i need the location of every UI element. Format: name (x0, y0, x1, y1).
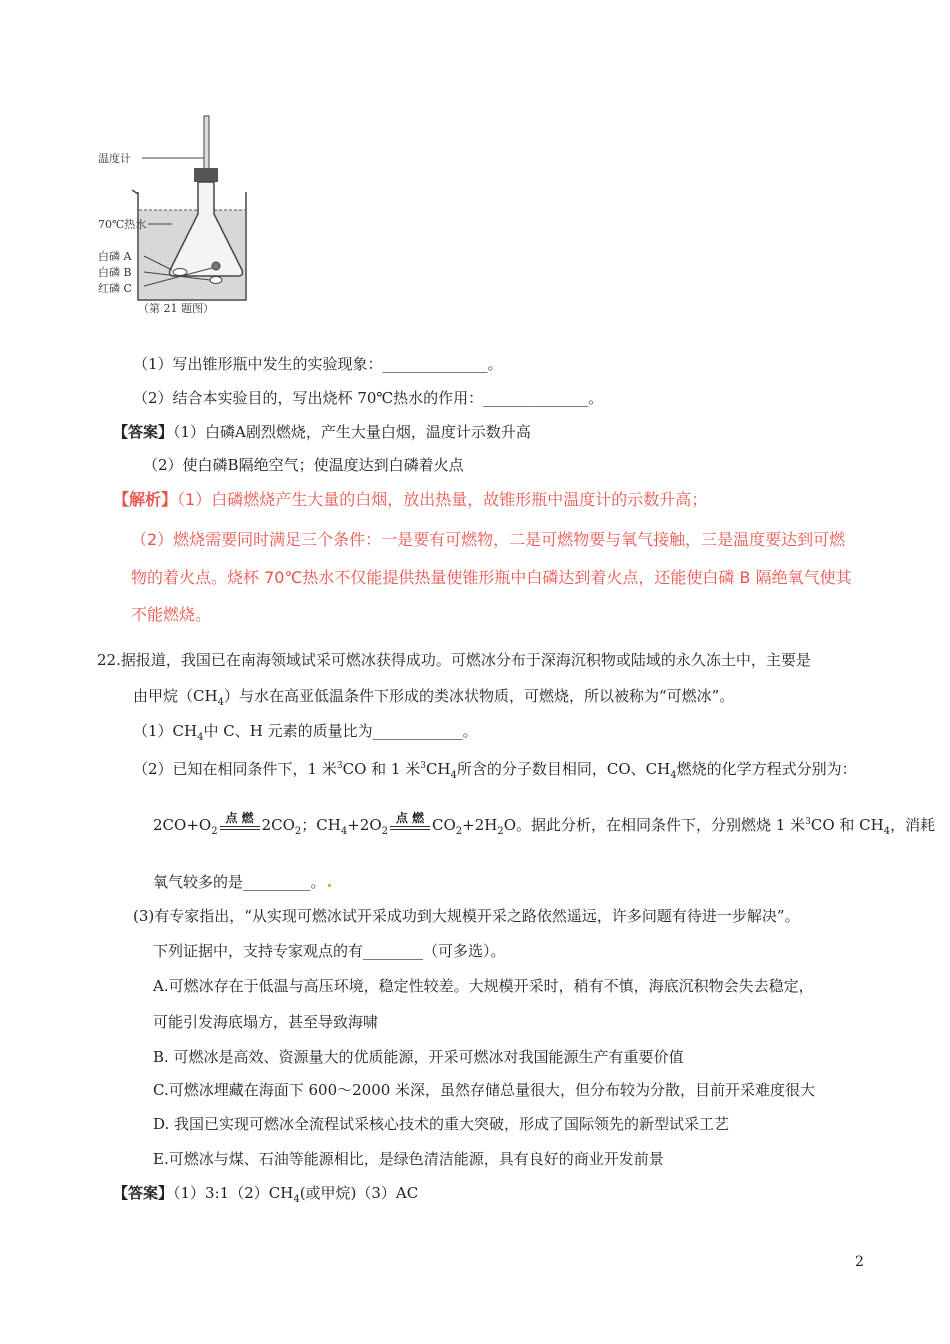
q21-analysis2-line2: 物的着火点。烧杯 70℃热水不仅能提供热量使锥形瓶中白磷达到着火点，还能使白磷 B 隔绝氧气使其 (131, 568, 852, 587)
ignition-condition-1: 点 燃 (218, 822, 262, 842)
q21-answer2: （2）使白磷B隔绝空气；使温度达到白磷着火点 (143, 456, 464, 474)
q22-intro-line2: 由甲烷$(CH_4)$与水在高亚低温条件下形成的类冰状物质，可燃烧，所以被称为“可燃冰”。 (133, 687, 735, 708)
q22-option-e: E.可燃冰与煤、石油等能源相比，是绿色清洁能源，具有良好的商业开发前景 (153, 1150, 664, 1168)
ignition-condition-2: 点 燃 (388, 822, 432, 842)
q22-intro-line1: 22.据报道，我国已在南海领域试采可燃冰获得成功。可燃冰分布于深海沉积物或陆域的永久冻土中，主要是 (97, 651, 811, 669)
q22-part2: （2）已知在相同条件下，1 米$^3$CO 和 1 米$^3CH_4$所含的分子数目相同，CO、$CH_4$燃烧的化学方程式分别为： (133, 760, 857, 781)
q22-option-c: C.可燃冰埋藏在海面下 600～2000 米深，虽然存储总量很大，但分布较为分散，目前开采难度很大 (153, 1081, 816, 1099)
white-phosphorus-b (210, 277, 222, 284)
q22-part3-line2: 下列证据中，支持专家观点的有________（可多选）。 (153, 942, 506, 960)
answer-label: 【答案】 (113, 423, 174, 441)
q22-equations: $2CO+O_2$ 点 燃 $2CO_2$；$CH_4+2O_2$ 点 燃 $CO_2+2H_2O$。据此分析，在相同条件下，分别燃烧 1 米$^3$CO 和 $CH_4$，消耗 (153, 812, 935, 842)
q21-analysis1 (113, 490, 707, 510)
q22-answer: 【答案】$(1)3:1(2)CH_4$(或甲烷)（3）AC (113, 1184, 419, 1205)
q22-option-a-line2: 可能引发海底塌方，甚至导致海啸 (153, 1013, 379, 1031)
q22-option-d: D. 我国已实现可燃冰全流程试采核心技术的重大突破，形成了国际领先的新型试采工艺 (153, 1115, 730, 1133)
label-thermometer: 温度计 (98, 152, 131, 165)
stopper (194, 168, 218, 182)
q21-answer1 (113, 422, 531, 442)
analysis-text-1: （1）白磷燃烧产生大量的白烟，放出热量，故锥形瓶中温度计的示数升高； (177, 490, 708, 509)
stray-dot (328, 884, 331, 887)
white-phosphorus-a (173, 269, 187, 276)
answer-label: 【答案】 (113, 1184, 174, 1202)
label-white-p-b: 白磷 B (98, 266, 132, 279)
q21-analysis2-line3: 不能燃烧。 (131, 605, 212, 624)
beaker-lip (132, 190, 138, 194)
q21-part1: （1）写出锥形瓶中发生的实验现象：______________。 (133, 355, 503, 373)
q22-part2-last: 氧气较多的是_________。 (153, 872, 331, 892)
q22-part3-line1: (3)有专家指出，“从实现可燃冰试开采成功到大规模开采之路依然遥远，许多问题有待进一步解决”。 (133, 907, 800, 925)
q21-part2: （2）结合本实验目的，写出烧杯 70℃热水的作用：______________。 (133, 389, 604, 407)
figure-caption: （第 21 题图） (138, 302, 214, 315)
answer-text-1: （1）白磷A剧烈燃烧，产生大量白烟，温度计示数升高 (173, 423, 531, 441)
experiment-apparatus-figure (98, 110, 260, 318)
label-white-p-a: 白磷 A (98, 250, 132, 263)
analysis-label: 【解析】 (113, 490, 178, 509)
q21-analysis2-line1: （2）燃烧需要同时满足三个条件：一是要有可燃物，二是可燃物要与氧气接触，三是温度要达到可燃 (131, 530, 846, 549)
red-phosphorus-c (212, 262, 220, 270)
page-number: 2 (855, 1254, 864, 1270)
q22-option-a-line1: A.可燃冰存在于低温与高压环境，稳定性较差。大规模开采时，稍有不慎，海底沉积物会失去稳定， (153, 977, 814, 995)
label-hot-water: 70℃热水 (98, 218, 147, 231)
label-red-p-c: 红磷 C (98, 282, 132, 295)
q22-part1: $(1)CH_4$中 C、H 元素的质量比为____________。 (133, 722, 478, 743)
q22-option-b: B. 可燃冰是高效、资源量大的优质能源，开采可燃冰对我国能源生产有重要价值 (153, 1048, 684, 1066)
